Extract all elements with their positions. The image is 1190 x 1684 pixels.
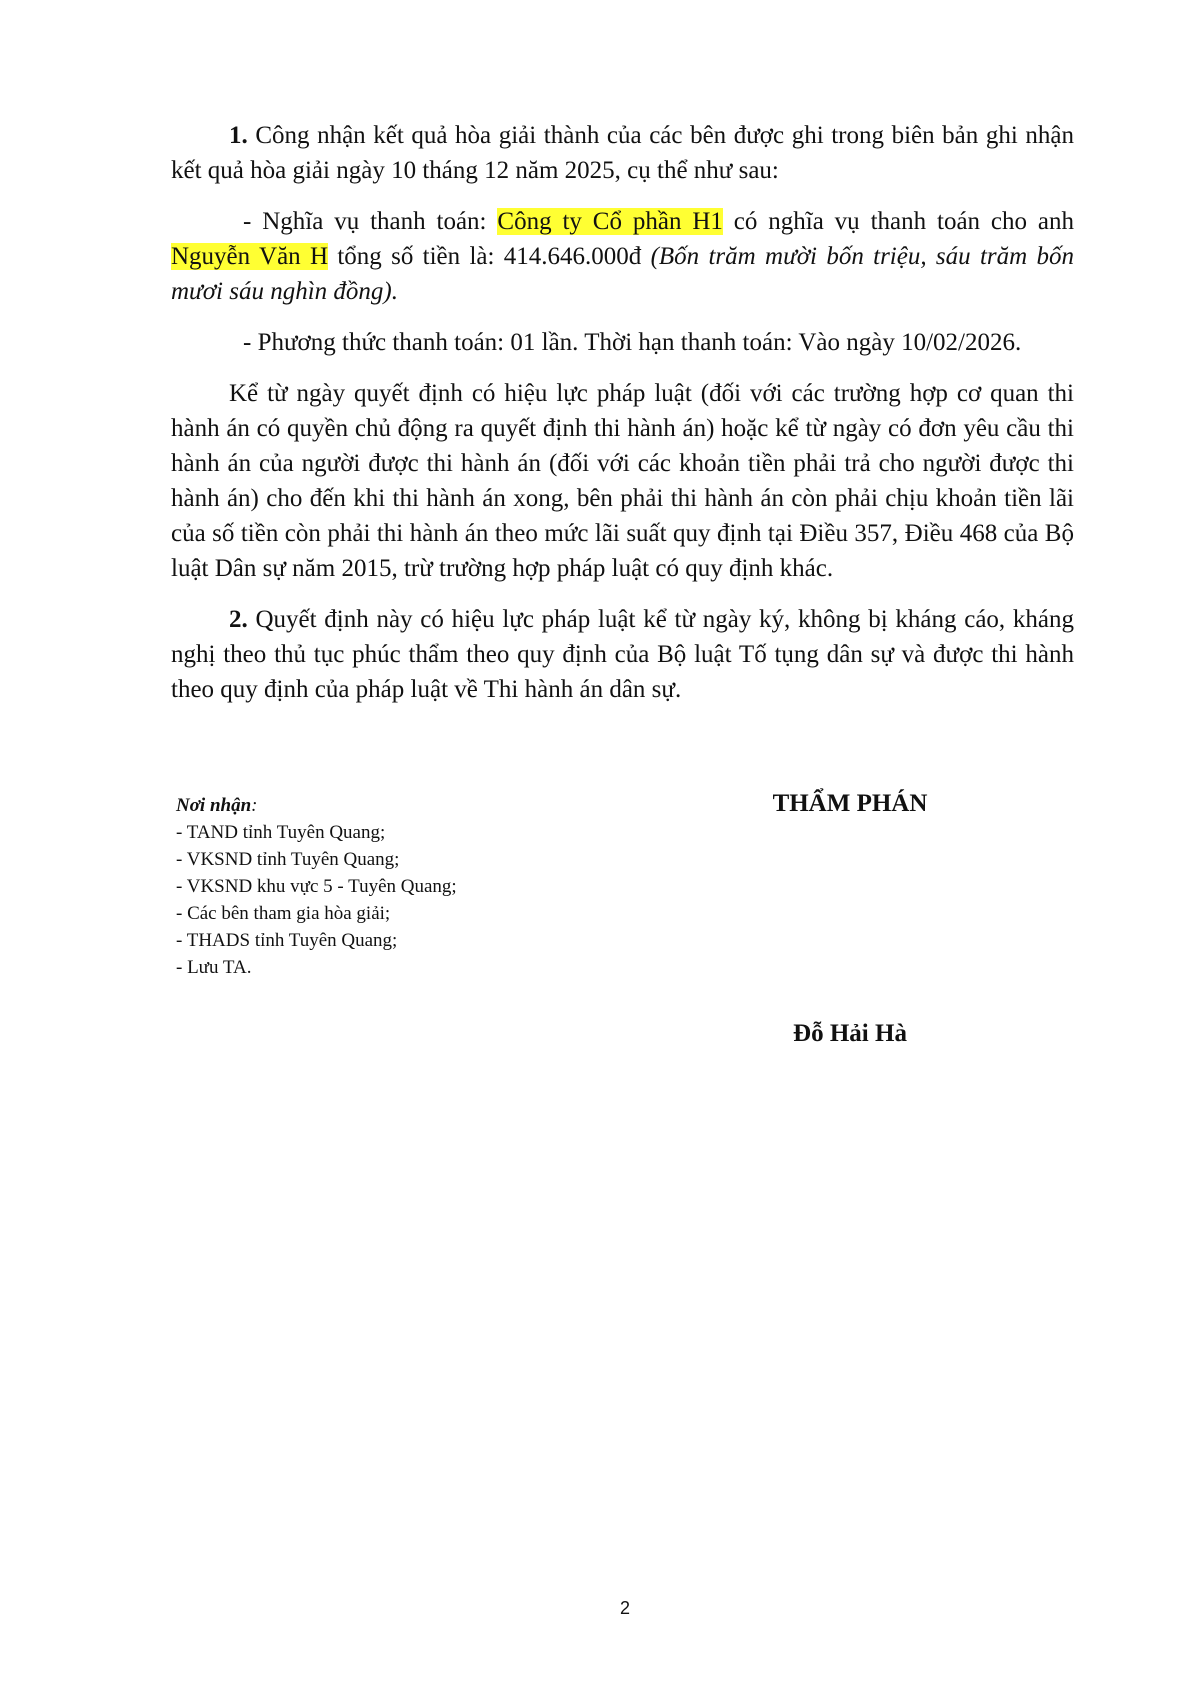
page-number: 2 [619,1598,630,1618]
recipient-item: - TAND tỉnh Tuyên Quang; [176,822,386,843]
clause-1-text: Công nhận kết quả hòa giải thành của các bên được ghi trong biên bản ghi nhận kết quả hòa giải ngày 10 tháng 12 năm 2025, cụ thể như sau: [171,122,1074,184]
payment-obligation-prefix: - Nghĩa vụ thanh toán: [243,208,498,235]
recipient-item: - THADS tỉnh Tuyên Quang; [176,930,398,951]
recipients-block [176,792,457,981]
clause-2 [171,602,1074,707]
payment-amount: tổng số tiền là: 414.646.000đ [328,243,651,270]
recipient-item: - Lưu TA. [176,957,252,978]
payment-obligation-mid: có nghĩa vụ thanh toán cho anh [722,208,1075,235]
clause-2-text: Quyết định này có hiệu lực pháp luật kể từ ngày ký, không bị kháng cáo, kháng nghị theo thủ tục phúc thẩm theo quy định của Bộ luật Tố tụng dân sự và được thi hành theo quy định của pháp luật về Thi hành án dân sự. [171,606,1074,703]
highlighted-company: Công ty Cổ phần H1 [497,208,723,235]
signer-name: Đỗ Hải Hà [793,1020,907,1047]
clause-1 [171,118,1074,188]
recipient-item: - VKSND tỉnh Tuyên Quang; [176,849,400,870]
payment-method: - Phương thức thanh toán: 01 lần. Thời hạn thanh toán: Vào ngày 10/02/2026. [243,329,1022,356]
recipients-title [176,792,457,819]
recipient-item: - VKSND khu vực 5 - Tuyên Quang; [176,876,457,897]
amount-in-words: (Bốn trăm mười bốn triệu, sáu trăm bốn mươi sáu nghìn đồng). [171,243,1075,305]
recipients-title-colon: : [251,795,258,816]
signature-title: THẨM PHÁN [772,790,928,817]
decision-body [171,118,1074,707]
interest-clause: Kể từ ngày quyết định có hiệu lực pháp luật (đối với các trường hợp cơ quan thi hành án có quyền chủ động ra quyết định thi hành án) hoặc kể từ ngày có đơn yêu cầu thi hành án của người được thi hành án (đối với các khoản tiền phải trả cho người được thi hành án) cho đến khi thi hành án xong, bên phải thi hành án còn phải chịu khoản tiền lãi của số tiền còn phải thi hành án theo mức lãi suất quy định tại Điều 357, Điều 468 của Bộ luật Dân sự năm 2015, trừ trường hợp pháp luật có quy định khác. [171,380,1074,582]
highlighted-person: Nguyễn Văn H [171,243,329,270]
recipients-title-text: Nơi nhận [176,795,252,816]
clause-2-number: 2. [229,606,248,633]
recipient-item: - Các bên tham gia hòa giải; [176,903,391,924]
payment-obligation [171,204,1074,309]
clause-1-number: 1. [229,122,248,149]
